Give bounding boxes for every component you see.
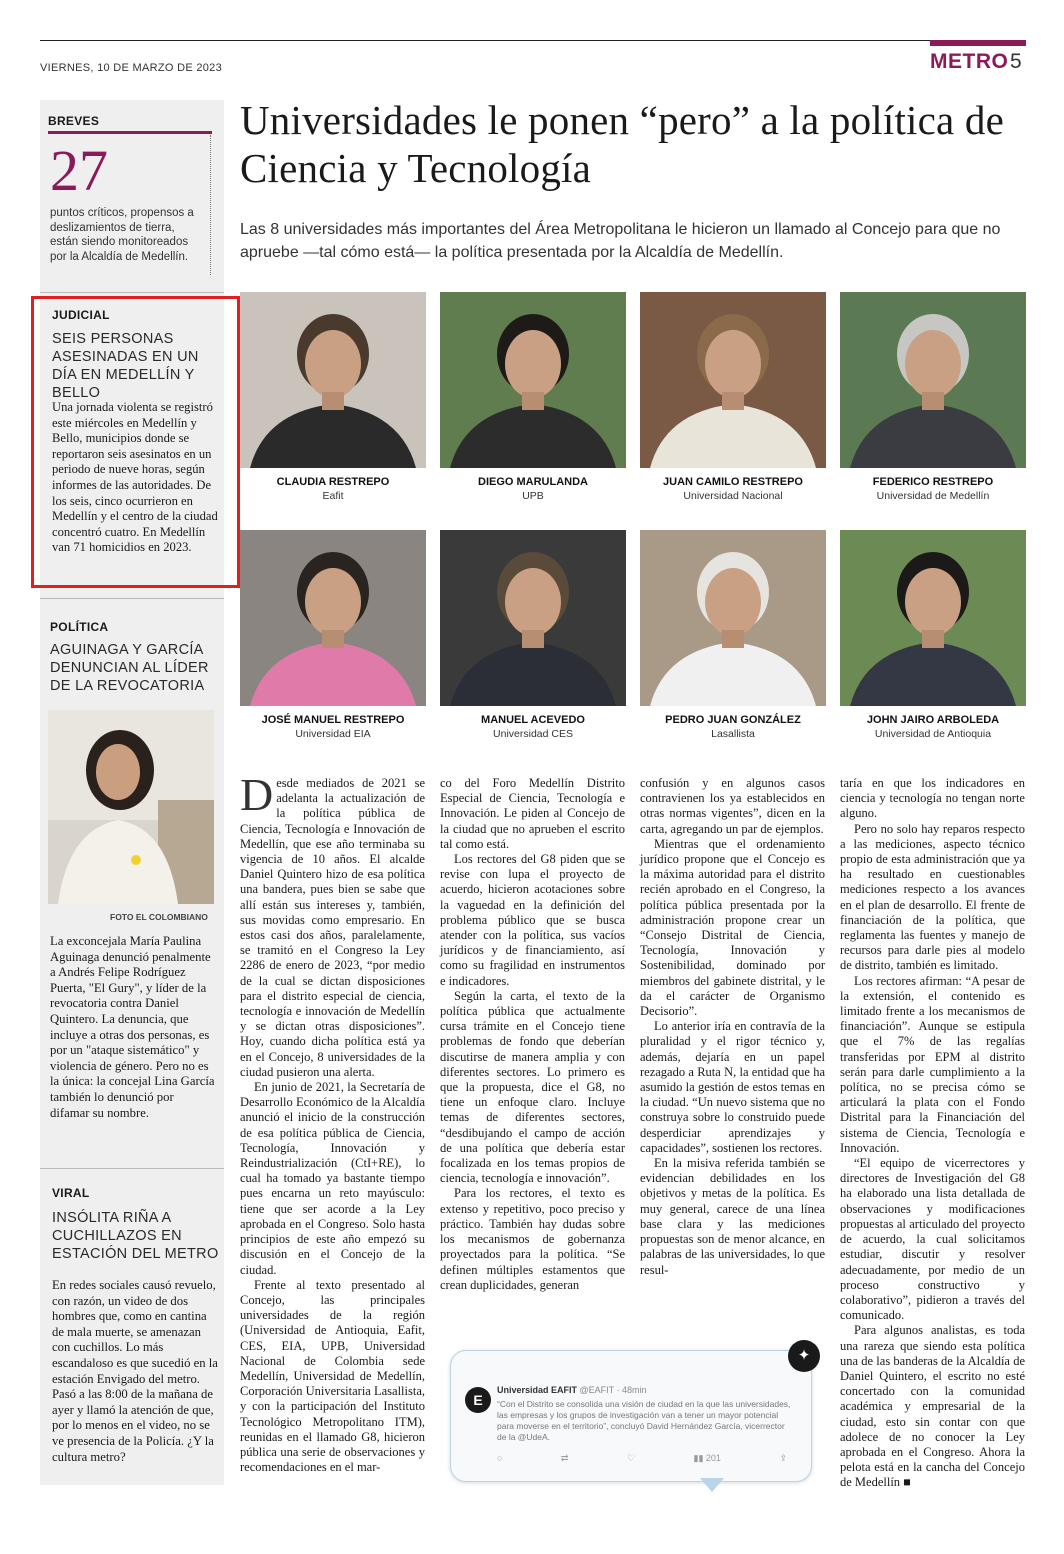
judicial-tag: JUDICIAL (52, 308, 110, 322)
judicial-title: SEIS PERSONAS ASESINADAS EN UN DÍA EN MEDELLÍN Y BELLO (52, 331, 199, 401)
portrait-affiliation: Eafit (322, 490, 344, 502)
tweet-account (497, 1385, 647, 1395)
portrait-affiliation: Universidad de Antioquia (874, 728, 992, 740)
paragraph: “El equipo de vicerrectores y directores de Investigación del G8 ha elaborado una lista detallada de observaciones y modificaciones propuestas al articulado del proyecto de acuerdo, la cual solicitamos estudiar, discutir y resolver adecuadamente, por medio de un proceso constructivo y colaborativo”, pidieron a través del comunicado. (840, 1156, 1025, 1323)
judicial-body: Una jornada violenta se registró este miércoles en Medellín y Bello, municipios donde se reportaron seis asesinatos en un periodo de nueve horas, según informes de las autoridades. De los seis, cinco ocurrieron en Medellín y el centro de la ciudad concentró cuatro. En Medellín van 71 homicidios en 2023. (52, 400, 218, 555)
paragraph: co del Foro Medellín Distrito Especial de Ciencia, Tecnología e Innovación. Le piden al Concejo de la ciudad que no aprueben el escrito tal como está. (440, 776, 625, 851)
portrait-photo (840, 292, 1026, 468)
portrait-name: JOHN JAIRO ARBOLEDA (866, 714, 1000, 726)
breves-rule (48, 131, 212, 134)
article-deck: Las 8 universidades más importantes del Área Metropolitana le hicieron un llamado al Concejo para que no apruebe —tal cómo está— la política presentada por la Alcaldía de Medellín. (240, 221, 1001, 261)
portrait-photo (640, 292, 826, 468)
paragraph: Los rectores afirman: “A pesar de la extensión, el contenido es limitado frente a los mecanismos de financiación”. Aunque se estipula que el 7% de las regalías transferidas por EPM al distrito serán para darle cumplimiento a la política, no se precisa cómo se articulará la plata con el Fondo Distrital para la Financiación del sistema de Ciencia, Tecnología e Innovación. (840, 973, 1025, 1155)
paragraph: Lo anterior iría en contravía de la pluralidad y el rigor técnico y, además, dejaría en un papel rezagado a Ruta N, la entidad que ha asumido la gestión de estos temas en la ciudad. “Un nuevo sistema que no construya sobre lo construido puede desperdiciar aprendizajes y capacidades”, sostienen los rectores. (640, 1019, 825, 1155)
paragraph: Para algunos analistas, es toda una rareza que siendo esta política una de las banderas de la Alcaldía de Daniel Quintero, el escrito no esté concertado con la comunidad académica y empresarial de la ciudad, esto sin contar con que adolece de no conocer la Ley aprobada en el Congreso. Ahora la pelota está en la cancha del Concejo de Medellín ■ (840, 1323, 1025, 1490)
paragraph: Los rectores del G8 piden que se revise con lupa el proyecto de acuerdo, hicieron acotaciones sobre la vaguedad en la definición del problema público que se busca atender con la política, sus vacíos jurídicos y de financiamiento, así como su fragilidad en instrumentos e indicadores. (440, 852, 625, 988)
views-icon: ▮▮ 201 (693, 1453, 721, 1463)
portrait-name: JOSÉ MANUEL RESTREPO (261, 714, 405, 726)
paragraph: En junio de 2021, la Secretaría de Desarrollo Económico de la Alcaldía anunció el inicio de la construcción de esa política pública de Ciencia, Tecnología, Innovación y Reindustrialización (CtI+RE), lo cual ha tomado ya bastante tiempo pues encarna un reto mayúsculo: tiene que ser acorde a la Ley aprobada en el Congreso. Solo hasta principios de este año empezó su discusión en el Concejo de la ciudad. (240, 1080, 425, 1277)
paragraph: En la misiva referida también se evidencian debilidades en los objetivos y metas de la política. Es muy general, carece de una línea base clara y las mediciones propuestas son de menor alcance, en palabras de las universidades, lo que resul- (640, 1156, 825, 1277)
portrait-affiliation: Universidad Nacional (683, 490, 783, 502)
portrait-photo (440, 292, 626, 468)
viral-body: En redes sociales causó revuelo, con razón, un video de dos hombres que, como en cantina de mala muerte, se amenazan con cuchillos. Lo más escandaloso es que sucedió en la estación Envigado del metro. Pasó a las 8:00 de la mañana de ayer y llamó la atención de que, por lo menos en el video, no se ve presencia de la Policía. ¿Y la cultura metro? (52, 1278, 218, 1464)
portrait-photo (840, 530, 1026, 706)
viral-tag: VIRAL (52, 1186, 90, 1200)
article-column-4 (840, 776, 1025, 1491)
paragraph: esde mediados de 2021 se adelanta la actualización de la política pública de Ciencia, Tecnología e Innovación de Medellín, que ese año terminaba su vigencia de 10 años. El alcalde Daniel Quintero hizo de esa política una bandera, pues bien se sabe que allí están sus intereses y, también, sus movidas como empresario. En estos casi dos años, paralelamente, se tramitó en el Congreso la Ley 2286 de enero de 2023, “por medio de la cual se dictan disposiciones para el distrito especial de ciencia, tecnología e innovación de Medellín y se dictan otras disposiciones”. Hoy, cuando dicha política está ya en el Concejo, 8 universidades de la ciudad pusieron una alerta. (240, 776, 425, 1079)
politica-photo (48, 710, 214, 904)
portrait-name: MANUEL ACEVEDO (481, 714, 585, 726)
politica-title: AGUINAGA Y GARCÍA DENUNCIAN AL LÍDER DE LA REVOCATORIA (50, 642, 209, 694)
portrait-affiliation: Lasallista (711, 728, 755, 740)
portrait-name: PEDRO JUAN GONZÁLEZ (665, 714, 801, 726)
politica-tag: POLÍTICA (50, 620, 109, 634)
portrait-affiliation: Universidad de Medellín (876, 490, 990, 502)
like-icon: ♡ (626, 1453, 636, 1463)
breves-dotted-rule (210, 135, 211, 275)
issue-date: VIERNES, 10 DE MARZO DE 2023 (40, 62, 223, 74)
top-rule (40, 40, 1024, 41)
sidebar-divider (40, 598, 224, 599)
portrait-photo (240, 292, 426, 468)
paragraph: Frente al texto presentado al Concejo, las principales universidades de la región (Universidad de Antioquia, Eafit, CES, EIA, UPB, Universidad Nacional de Colombia sede Medellín, Universidad de Medellín, Corporación Universitaria Lasallista, y con la participación del Instituto Tecnológico Metropolitano ITM), reunidas en el llamado G8, hicieron pública una serie de observaciones y recomendaciones en el mar- (240, 1277, 426, 1475)
breves-stat-text: puntos críticos, propensos a deslizamientos de tierra, están siendo monitoreados por la Alcaldía de Medellín. (50, 207, 194, 263)
portrait-affiliation: Universidad CES (493, 728, 573, 740)
section-color-bar (930, 40, 1026, 46)
page-number: 5 (1010, 50, 1022, 73)
reply-icon: ○ (497, 1453, 503, 1463)
portrait-photo (240, 530, 426, 706)
portrait-name: DIEGO MARULANDA (478, 476, 588, 488)
paragraph: confusión y en algunos casos contravienen los ya establecidos en otras normas vigentes”, dicen en la carta, agregando un par de ejemplos. (640, 776, 825, 836)
tweet-views-count: 201 (705, 1453, 721, 1463)
paragraph: Según la carta, el texto de la política pública que actualmente cursa trámite en el Concejo tiene problemas de fondo que deberían discutirse de manera amplia y con diferentes sectores. Lo primero es que la propuesta, dice el G8, no tiene un enfoque claro. Incluye temas de diferentes sectores, “desdibujando el campo de acción de una política que debería estar focalizada en los temas propios de ciencia, tecnología e innovación”. (440, 988, 625, 1186)
breves-tag: BREVES (48, 114, 100, 128)
drop-cap: D (240, 769, 274, 820)
portrait-name: FEDERICO RESTREPO (872, 476, 994, 488)
twitter-bird-icon: ✦ (788, 1340, 820, 1372)
tweet-text: “Con el Distrito se consolida una visión de ciudad en la que las universidades, las empresas y los grupos de investigación van a tener un mayor potencial para moverse en el territorio”, concluyó David Hernández García, vicerrector de la @UdeA. (497, 1399, 791, 1442)
paragraph: Mientras que el ordenamiento jurídico propone que el Concejo es la máxima autoridad para el distrito recién aprobado en el Congreso, la política pública presentada por la administración propone crear un “Consejo Distrital de Ciencia, Tecnología, Innovación y Sostenibilidad, dominado por miembros del gabinete distrital, y le da el carácter de Organismo Decisorio”. (640, 836, 825, 1019)
portrait-affiliation: Universidad EIA (295, 728, 371, 740)
tweet-card-pointer (700, 1478, 724, 1492)
retweet-icon: ⇄ (560, 1453, 569, 1463)
portrait-photo (640, 530, 826, 706)
article-column-1 (240, 769, 426, 1475)
article-headline: Universidades le ponen “pero” a la política de Ciencia y Tecnología (240, 97, 1004, 191)
portrait-affiliation: UPB (522, 490, 544, 502)
share-icon: ⇪ (779, 1453, 787, 1463)
portrait-name: JUAN CAMILO RESTREPO (663, 476, 803, 488)
article-column-2 (440, 776, 625, 1293)
paragraph: Pero no solo hay reparos respecto a las mediciones, aspecto técnico propio de esta administración que ya ha resultado en cuestionables mediciones respecto a los avances en el plan de desarrollo. El frente de financiación de la política, que reglamenta las fuentes y manejo de recursos para darle pies al modelo de distrito, también es limitado. (840, 821, 1025, 973)
politica-body: La exconcejala María Paulina Aguinaga denunció penalmente a Andrés Felipe Rodríguez Puerta, "El Gury", y líder de la revocatoria contra Daniel Quintero. La denuncia, que incluye a otras dos personas, es por un "ataque sistemático" y violencia de género. Pero no es la única: la concejal Lina García también lo denunció por difamar su nombre. (50, 934, 215, 1120)
sidebar-divider (40, 292, 224, 293)
portrait-name: CLAUDIA RESTREPO (276, 476, 390, 488)
breves-stat-number: 27 (50, 138, 108, 203)
portrait-photo (440, 530, 626, 706)
paragraph: Para los rectores, el texto es extenso y repetitivo, poco preciso y práctico. También hay dudas sobre los mecanismos de gobernanza proyectados para la política. “Se definen múltiples estamentos que crean duplicidades, generan (440, 1186, 625, 1292)
tweet-account-name: Universidad EAFIT (497, 1385, 578, 1395)
photo-credit: FOTO EL COLOMBIANO (110, 912, 208, 922)
section-name: METRO (930, 50, 1009, 73)
tweet-actions (497, 1453, 787, 1464)
tweet-avatar: E (465, 1387, 491, 1413)
paragraph: taría en que los indicadores en ciencia y tecnología no tengan norte alguno. (840, 776, 1025, 821)
sidebar-divider (40, 1168, 224, 1169)
tweet-handle: @EAFIT · 48min (579, 1385, 647, 1395)
embedded-tweet-card (450, 1350, 812, 1482)
article-column-3 (640, 776, 825, 1278)
woman-portrait-image (48, 710, 214, 904)
viral-title: INSÓLITA RIÑA A CUCHILLAZOS EN ESTACIÓN DEL METRO (52, 1210, 219, 1262)
